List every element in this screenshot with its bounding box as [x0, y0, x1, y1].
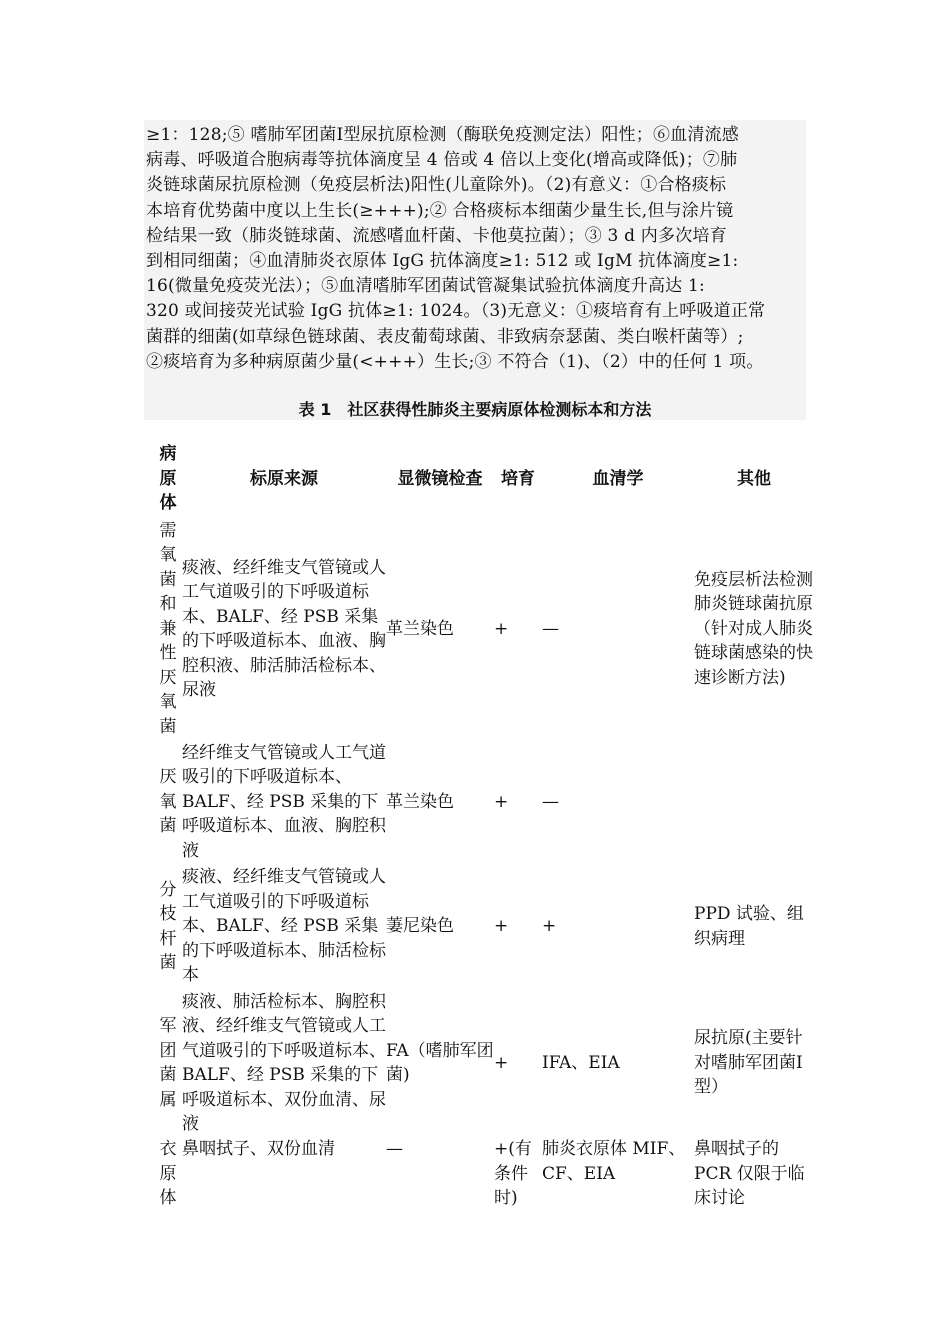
header-culture: 培育 [501, 468, 535, 489]
body-paragraph [146, 123, 810, 375]
paragraph-line: 病毒、呼吸道合胞病毒等抗体滴度呈 4 倍或 4 倍以上变化(增高或降低)；⑦肺 [146, 150, 738, 171]
cell-source: 痰液、经纤维支气管镜或人工气道吸引的下呼吸道标本、BALF、经 PSB 采集的下呼吸道标本、血液、胸腔积液、肺活肺活检标本、尿液 [182, 557, 386, 700]
paragraph-line: ≥1：128;⑤ 嗜肺军团菌Ⅰ型尿抗原检测（酶联免疫测定法）阳性；⑥血清流感 [146, 125, 739, 145]
paragraph-line: 炎链球菌尿抗原检测（免疫层析法)阳性(儿童除外)。（2)有意义：①合格痰标 [146, 175, 727, 196]
cell-other: PPD 试验、组织病理 [694, 904, 804, 949]
cell-serology: + [542, 916, 557, 937]
cell-pathogen: 衣原体 [159, 1139, 177, 1208]
cell-serology: 肺炎衣原体 MIF、CF、EIA [542, 1139, 686, 1184]
paragraph-line: ②痰培育为多种病原菌少量(<+++）生长;③ 不符合（1)、（2）中的任何 1 项。 [146, 351, 764, 372]
cell-microscopy: FA（嗜肺军团菌) [386, 1040, 494, 1085]
header-serology: 血清学 [592, 468, 644, 489]
cell-other: 免疫层析法检测肺炎链球菌抗原（针对成人肺炎链球菌感染的快速诊断方法) [694, 569, 813, 688]
cell-other: 尿抗原(主要针对嗜肺军团菌Ⅰ型） [694, 1028, 803, 1098]
cell-pathogen: 分枝杆菌 [159, 879, 177, 973]
cell-other: 鼻咽拭子的 PCR 仅限于临床讨论 [694, 1139, 805, 1208]
cell-serology: IFA、EIA [542, 1052, 620, 1073]
cell-culture: + [494, 791, 509, 812]
cell-culture: + [494, 618, 509, 639]
header-source: 标原来源 [250, 468, 318, 489]
paragraph-line: 菌群的细菌(如草绿色链球菌、表皮葡萄球菌、非致病奈瑟菌、类白喉杆菌等）; [146, 326, 744, 347]
cell-culture: + [494, 916, 509, 937]
paragraph-line: 到相同细菌；④血清肺炎衣原体 IgG 抗体滴度≥1: 512 或 IgM 抗体滴度≥1: [146, 251, 739, 272]
table-row [154, 864, 814, 989]
table-row [154, 518, 814, 740]
table-title: 表 1 社区获得性肺炎主要病原体检测标本和方法 [298, 400, 652, 419]
cell-pathogen: 需氧菌和兼性厌氧菌 [159, 520, 177, 737]
cell-source: 鼻咽拭子、双份血清 [182, 1139, 335, 1159]
cell-microscopy: 萋尼染色 [386, 916, 454, 937]
table-row [154, 989, 814, 1137]
cell-culture: + [494, 1052, 509, 1073]
header-microscopy: 显微镜检查 [397, 468, 483, 489]
cell-microscopy: 革兰染色 [386, 791, 454, 812]
table-row [154, 1137, 814, 1213]
cell-source: 痰液、经纤维支气管镜或人工气道吸引的下呼吸道标本、BALF、经 PSB 采集的下呼吸道标本、肺活检标本 [182, 867, 386, 986]
cell-pathogen: 厌氧菌 [159, 767, 177, 837]
cell-culture: +(有条件时) [494, 1139, 532, 1208]
table-header-row [154, 440, 814, 518]
cell-other [694, 740, 814, 864]
cell-serology: — [542, 618, 559, 639]
paragraph-line: 320 或间接荧光试验 IgG 抗体≥1: 1024。（3)无意义：①痰培育有上呼吸道正常 [146, 301, 766, 322]
paragraph-line: 检结果一致（肺炎链球菌、流感嗜血杆菌、卡他莫拉菌）；③ 3 d 内多次培育 [146, 225, 727, 246]
cell-microscopy: 革兰染色 [386, 618, 454, 639]
cell-pathogen: 军团菌属 [159, 1016, 177, 1110]
paragraph-line: 本培育优势菌中度以上生长(≥+++);② 合格痰标本细菌少量生长,但与涂片镜 [146, 200, 734, 221]
header-pathogen: 病原体 [159, 444, 177, 514]
cell-source: 痰液、肺活检标本、胸腔积液、经纤维支气管镜或人工气道吸引的下呼吸道标本、BALF、经 PSB 采集的下呼吸道标本、双份血清、尿液 [182, 991, 386, 1134]
cell-source: 经纤维支气管镜或人工气道吸引的下呼吸道标本、BALF、经 PSB 采集的下呼吸道标本、血液、胸腔积液 [182, 742, 386, 861]
pathogen-table [154, 440, 814, 1213]
header-other: 其他 [737, 468, 771, 489]
paragraph-line: 16(微量免疫荧光法）；⑤血清嗜肺军团菌试管凝集试验抗体滴度升高达 1: [146, 276, 705, 297]
cell-microscopy: — [386, 1139, 403, 1159]
table-row [154, 740, 814, 864]
cell-serology: — [542, 791, 559, 812]
